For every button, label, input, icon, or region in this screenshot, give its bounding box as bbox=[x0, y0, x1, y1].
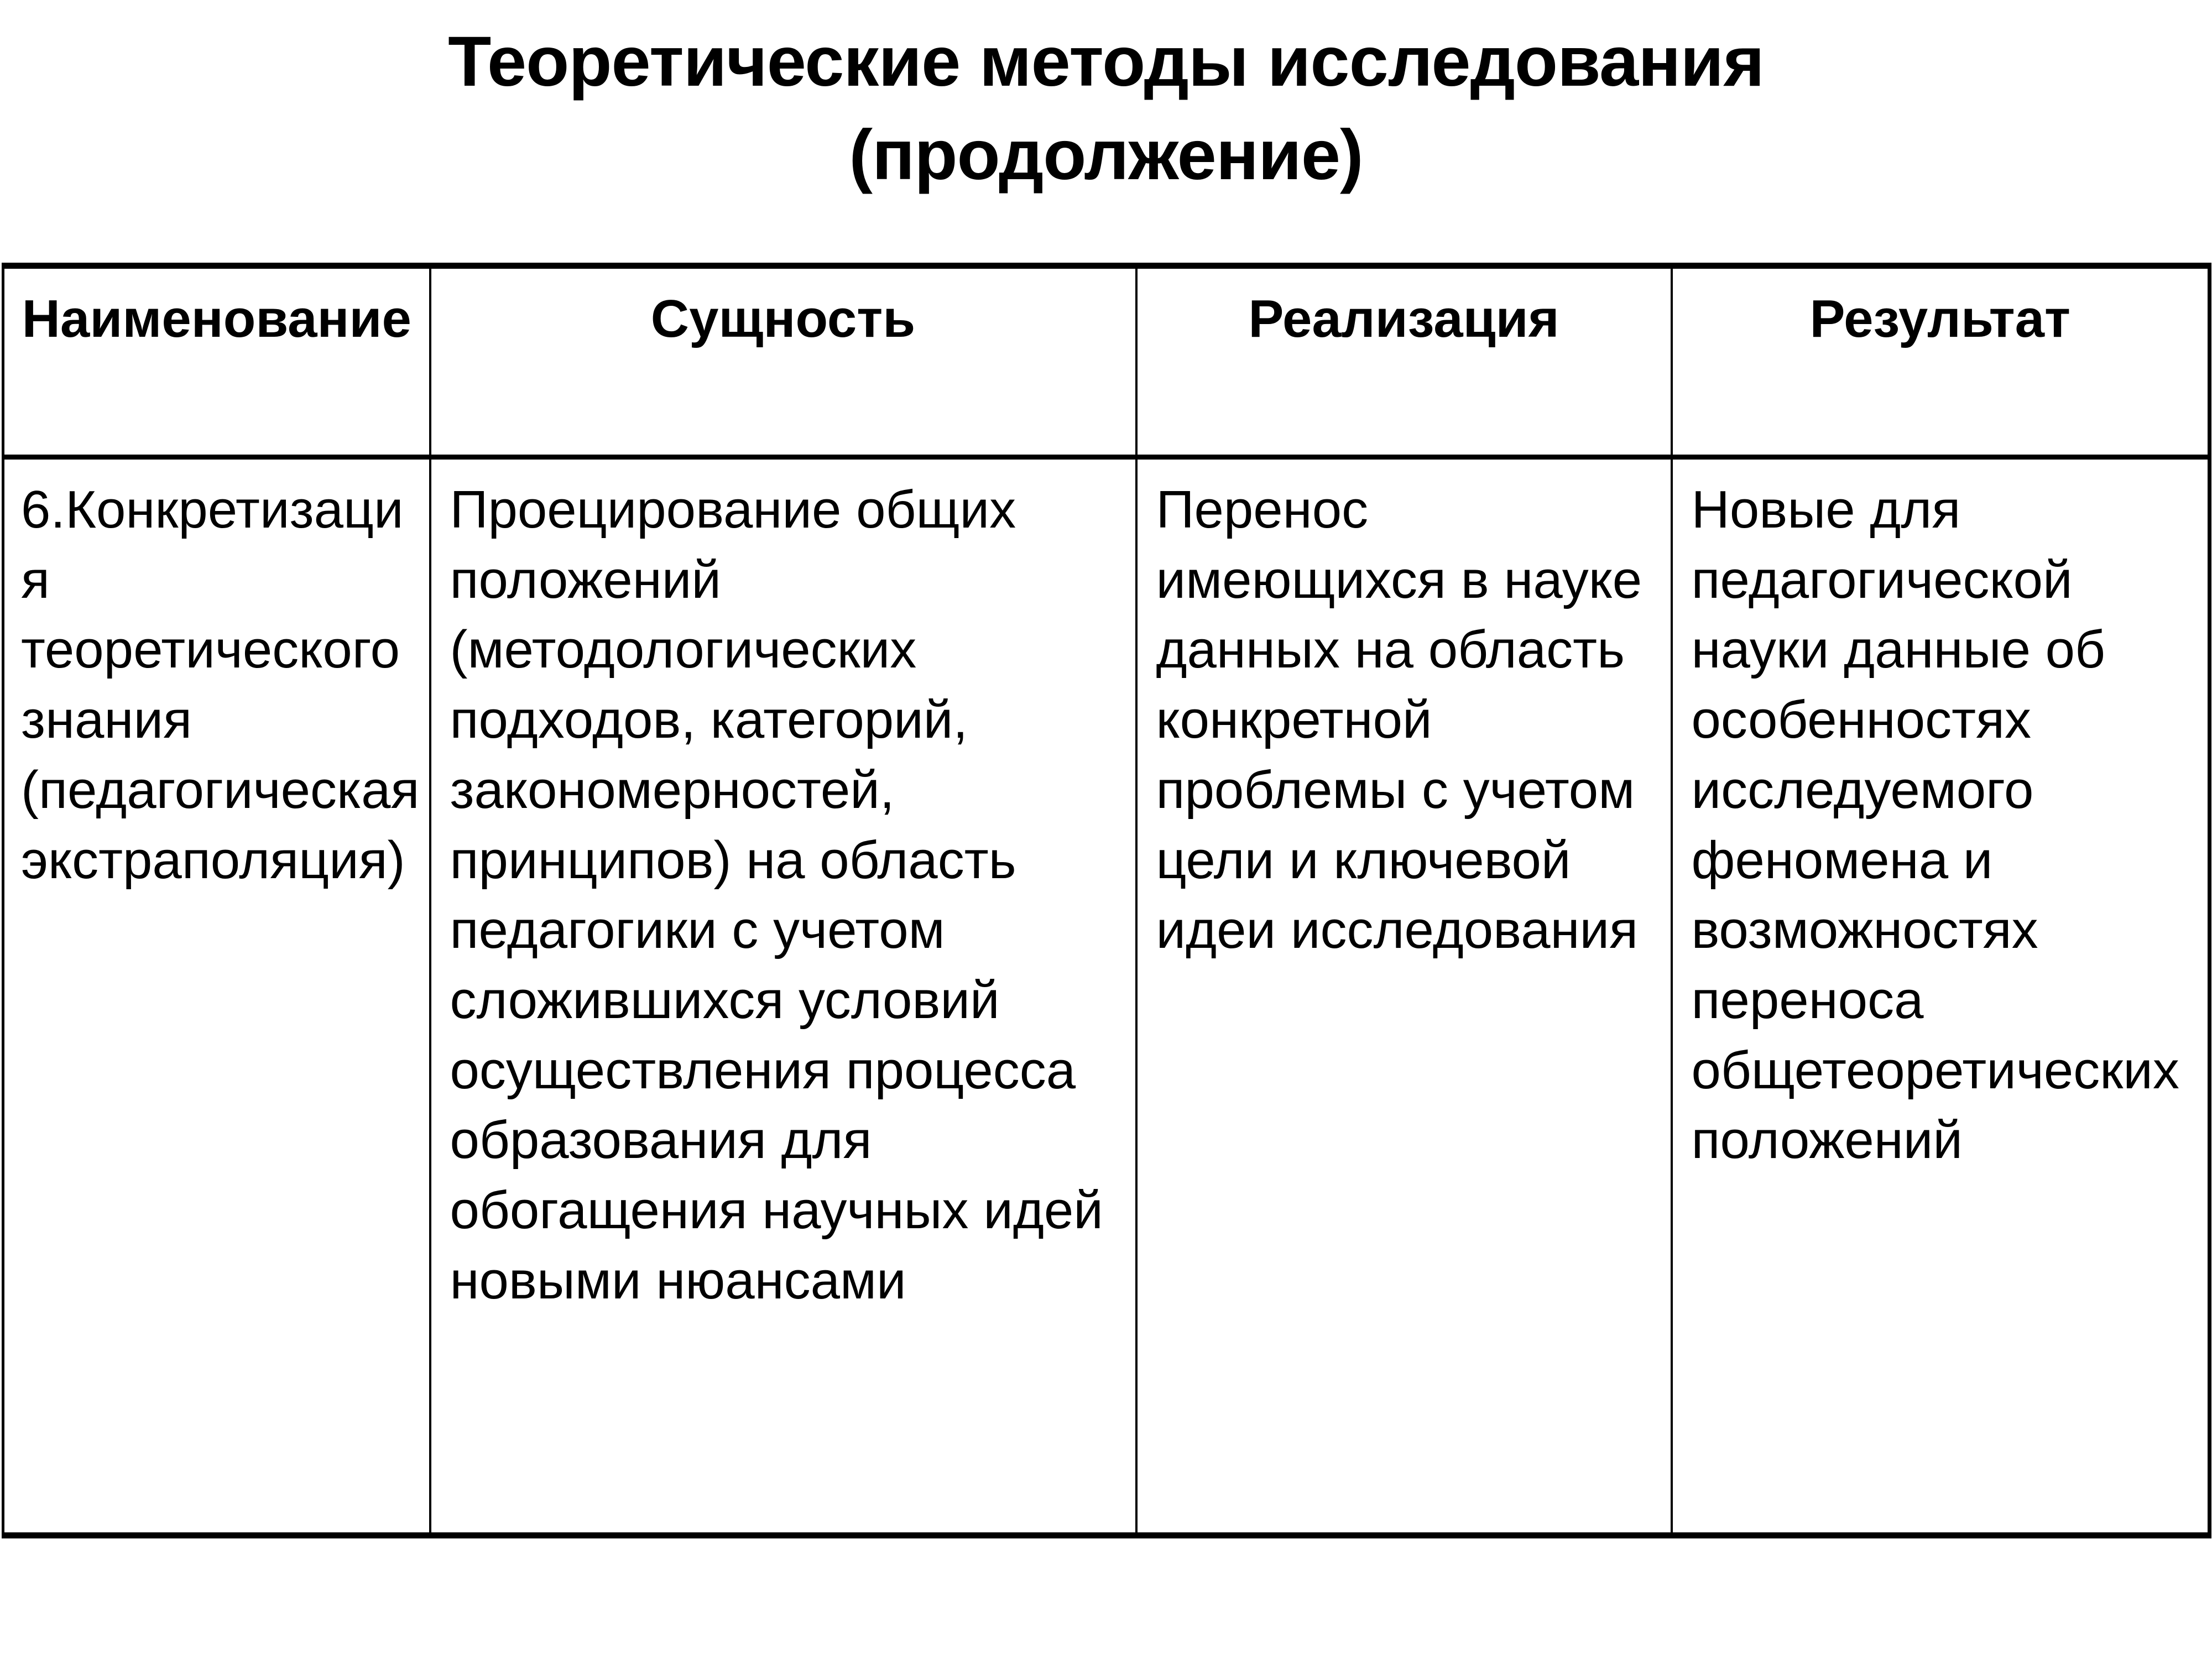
column-header-name-label: Наименование bbox=[22, 289, 411, 348]
column-header-result bbox=[1672, 266, 2210, 457]
column-header-implementation-label: Реализация bbox=[1248, 289, 1559, 348]
cell-implementation-text: Перенос имеющихся в науке данных на область конкретной проблемы с учетом цели и ключевой идеи исследования bbox=[1156, 480, 1642, 960]
methods-table bbox=[2, 263, 2211, 1538]
cell-essence bbox=[430, 457, 1136, 1536]
page-title-line-1: Теоретические методы исследования bbox=[448, 22, 1764, 101]
table-body bbox=[3, 457, 2210, 1536]
methods-table-container bbox=[2, 263, 2208, 1538]
table-header-row bbox=[3, 266, 2210, 457]
table-row bbox=[3, 457, 2210, 1536]
page-title-line-2: (продолжение) bbox=[849, 115, 1363, 195]
table-header bbox=[3, 266, 2210, 457]
column-header-implementation bbox=[1136, 266, 1672, 457]
cell-essence-text: Проецирование общих положений (методологических подходов, категорий, закономерностей, принципов) на область педагогики с учетом сложившихся условий осуществления процесса образования для обогащения научных идей новыми нюансами bbox=[450, 480, 1103, 1310]
page-title bbox=[0, 15, 2212, 202]
column-header-result-label: Результат bbox=[1809, 289, 2070, 348]
cell-result bbox=[1672, 457, 2210, 1536]
cell-name bbox=[3, 457, 430, 1536]
column-header-name bbox=[3, 266, 430, 457]
cell-name-text: 6.Конкретизация теоретического знания (педагогическая экстраполяция) bbox=[21, 480, 420, 890]
column-header-essence bbox=[430, 266, 1136, 457]
column-header-essence-label: Сущность bbox=[650, 289, 916, 348]
cell-result-text: Новые для педагогической науки данные об особенностях исследуемого феномена и возможностях переноса общетеоретических положений bbox=[1691, 480, 2179, 1170]
cell-implementation bbox=[1136, 457, 1672, 1536]
